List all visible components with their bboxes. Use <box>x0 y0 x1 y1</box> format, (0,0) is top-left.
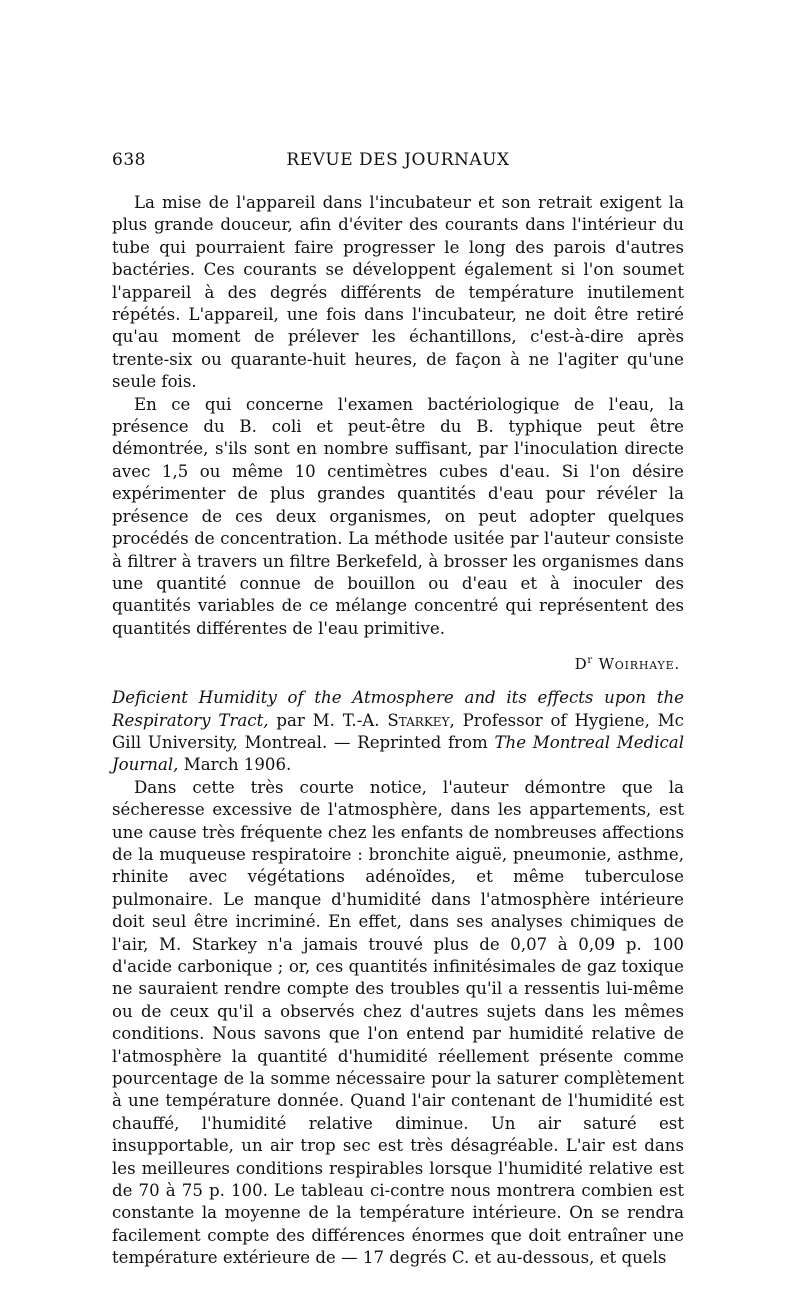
page-header <box>112 150 684 178</box>
signature-prefix: D <box>574 655 588 674</box>
reference-title: Deficient Humidity of the Atmosphere and its effects upon the Respiratory Tract, <box>112 688 684 730</box>
article-reference <box>112 687 684 777</box>
author-signature <box>112 650 680 675</box>
reference-date: March 1906. <box>178 755 292 775</box>
running-title: REVUE DES JOURNAUX <box>286 150 510 170</box>
signature-superscript: r <box>587 655 593 667</box>
reference-journal: The Montreal Medical Journal, <box>112 732 685 775</box>
page-number: 638 <box>112 150 146 170</box>
document-page <box>112 150 684 1270</box>
reference-affiliation: , Professor of Hygiene, Mc Gill University, Montreal. — Reprinted from <box>112 710 684 752</box>
paragraph-bacteriology: En ce qui concerne l'examen bactériologique de l'eau, la présence du B. coli et peut-être du B. typhique peut être démontrée, s'ils sont en nombre suffisant, par l'inoculation directe avec 1,5 ou même 10 centimètres cubes d'eau. Si l'on désire expérimenter de plus grandes quantités d'eau pour révéler la présence de ces deux organismes, on peut adopter quelques procédés de concentration. La méthode usitée par l'auteur consiste à filtrer à travers un filtre Berkefeld, à brosser les organismes dans une quantité connue de bouillon ou d'eau et à inoculer des quantités variables de ce mélange concentré qui représentent des quantités différentes de l'eau primitive. <box>112 394 684 638</box>
paragraph-humidity: Dans cette très courte notice, l'auteur démontre que la sécheresse excessive de l'atmosphère, dans les appartements, est une cause très fréquente chez les enfants de nombreuses affections de la muqueuse respiratoire : bronchite aiguë, pneumonie, asthme, rhinite avec végétations adénoïdes, et même tuberculose pulmonaire. Le manque d'humidité dans l'atmosphère intérieure doit seul être incriminé. En effet, dans ses analyses chimiques de l'air, M. Starkey n'a jamais trouvé plus de 0,07 à 0,09 p. 100 d'acide carbonique ; or, ces quantités infinitésimales de gaz toxique ne sauraient rendre compte des troubles qu'il a ressentis lui-même ou de ceux qu'il a observés chez d'autres sujets dans les mêmes conditions. Nous savons que l'on entend par humidité relative de l'atmosphère la quantité d'humidité réellement présente comme pourcentage de la somme nécessaire pour la saturer complètement à une température donnée. Quand l'air contenant de l'humidité est chauffé, l'humidité relative diminue. Un air saturé est insupportable, un air trop sec est très désagréable. L'air est dans les meilleures conditions respirables lorsque l'humidité relative est de 70 à 75 p. 100. Le tableau ci-contre nous montrera combien est constante la moyenne de la température intérieure. On se rendra facilement compte des différences énormes que doit entraîner une température extérieure de — 17 degrés C. et au-dessous, et quels <box>112 777 684 1268</box>
paragraph-incubator: La mise de l'appareil dans l'incubateur et son retrait exigent la plus grande douceur, afin d'éviter des courants dans l'intérieur du tube qui pourraient faire progresser le long des parois d'autres bactéries. Ces courants se développent également si l'on soumet l'appareil à des degrés différents de température inutilement répétés. L'appareil, une fois dans l'incubateur, ne doit être retiré qu'au moment de prélever les échantillons, c'est-à-dire après trente-six ou quarante-huit heures, de façon à ne l'agiter qu'une seule fois. <box>112 193 684 392</box>
signature-name: Woirhaye. <box>598 655 680 674</box>
reference-by: par M. T.-A. <box>268 710 388 730</box>
reference-author: Starkey <box>387 710 450 730</box>
